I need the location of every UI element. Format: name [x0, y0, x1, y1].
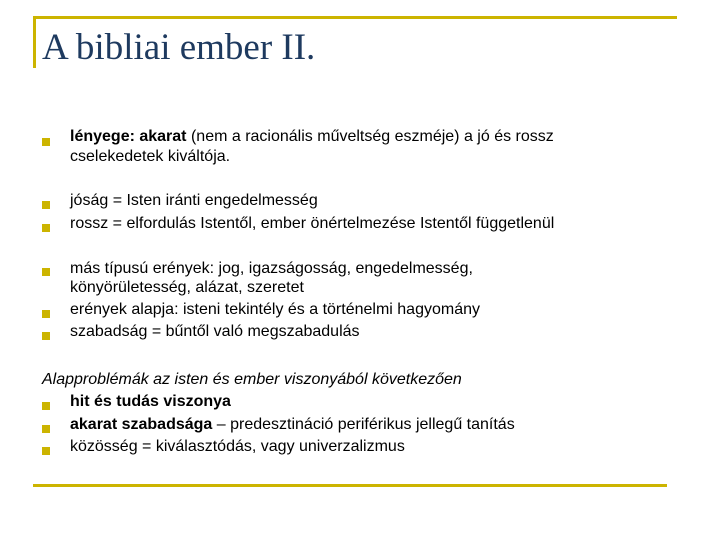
item-text: közösség = kiválasztódás, vagy univerzalizmus: [70, 438, 405, 455]
square-bullet-icon: [42, 310, 50, 318]
list-item-continuation: [70, 279, 304, 297]
list-item: [70, 260, 473, 278]
section-heading-text: Alapproblémák az isten és ember viszonyából következően: [42, 371, 462, 388]
item-bold-text: lényege: akarat: [70, 128, 187, 145]
square-bullet-icon: [42, 201, 50, 209]
item-text: erények alapja: isteni tekintély és a történelmi hagyomány: [70, 301, 480, 318]
list-item: [70, 438, 405, 456]
item-bold-text: akarat szabadsága: [70, 416, 213, 433]
item-text: más típusú erények: jog, igazságosság, engedelmesség,: [70, 260, 473, 277]
item-text: rossz = elfordulás Istentől, ember önértelmezése Istentől függetlenül: [70, 215, 555, 232]
list-item: [70, 192, 318, 210]
frame-top-rule: [33, 16, 677, 19]
list-item: [70, 393, 231, 411]
square-bullet-icon: [42, 402, 50, 410]
slide-title: A bibliai ember II.: [42, 27, 316, 68]
item-text: szabadság = bűntől való megszabadulás: [70, 323, 360, 340]
square-bullet-icon: [42, 447, 50, 455]
item-text: – predesztináció periférikus jellegű tanítás: [212, 416, 515, 433]
item-text: jóság = Isten iránti engedelmesség: [70, 192, 318, 209]
square-bullet-icon: [42, 332, 50, 340]
item-text: cselekedetek kiváltója.: [70, 148, 231, 165]
list-item-continuation: [70, 148, 230, 166]
list-item: [70, 323, 360, 341]
square-bullet-icon: [42, 268, 50, 276]
list-item: [70, 215, 554, 233]
frame-bottom-rule: [33, 484, 667, 487]
item-bold-text: hit és tudás viszonya: [70, 393, 231, 410]
item-text: könyörületesség, alázat, szeretet: [70, 279, 304, 296]
square-bullet-icon: [42, 425, 50, 433]
list-item: [70, 301, 480, 319]
frame-left-rule: [33, 16, 36, 68]
list-item: [70, 128, 554, 146]
section-heading: [42, 371, 462, 389]
square-bullet-icon: [42, 138, 50, 146]
list-item: [70, 416, 515, 434]
square-bullet-icon: [42, 224, 50, 232]
item-text: (nem a racionális műveltség eszméje) a jó és rossz: [186, 128, 554, 145]
